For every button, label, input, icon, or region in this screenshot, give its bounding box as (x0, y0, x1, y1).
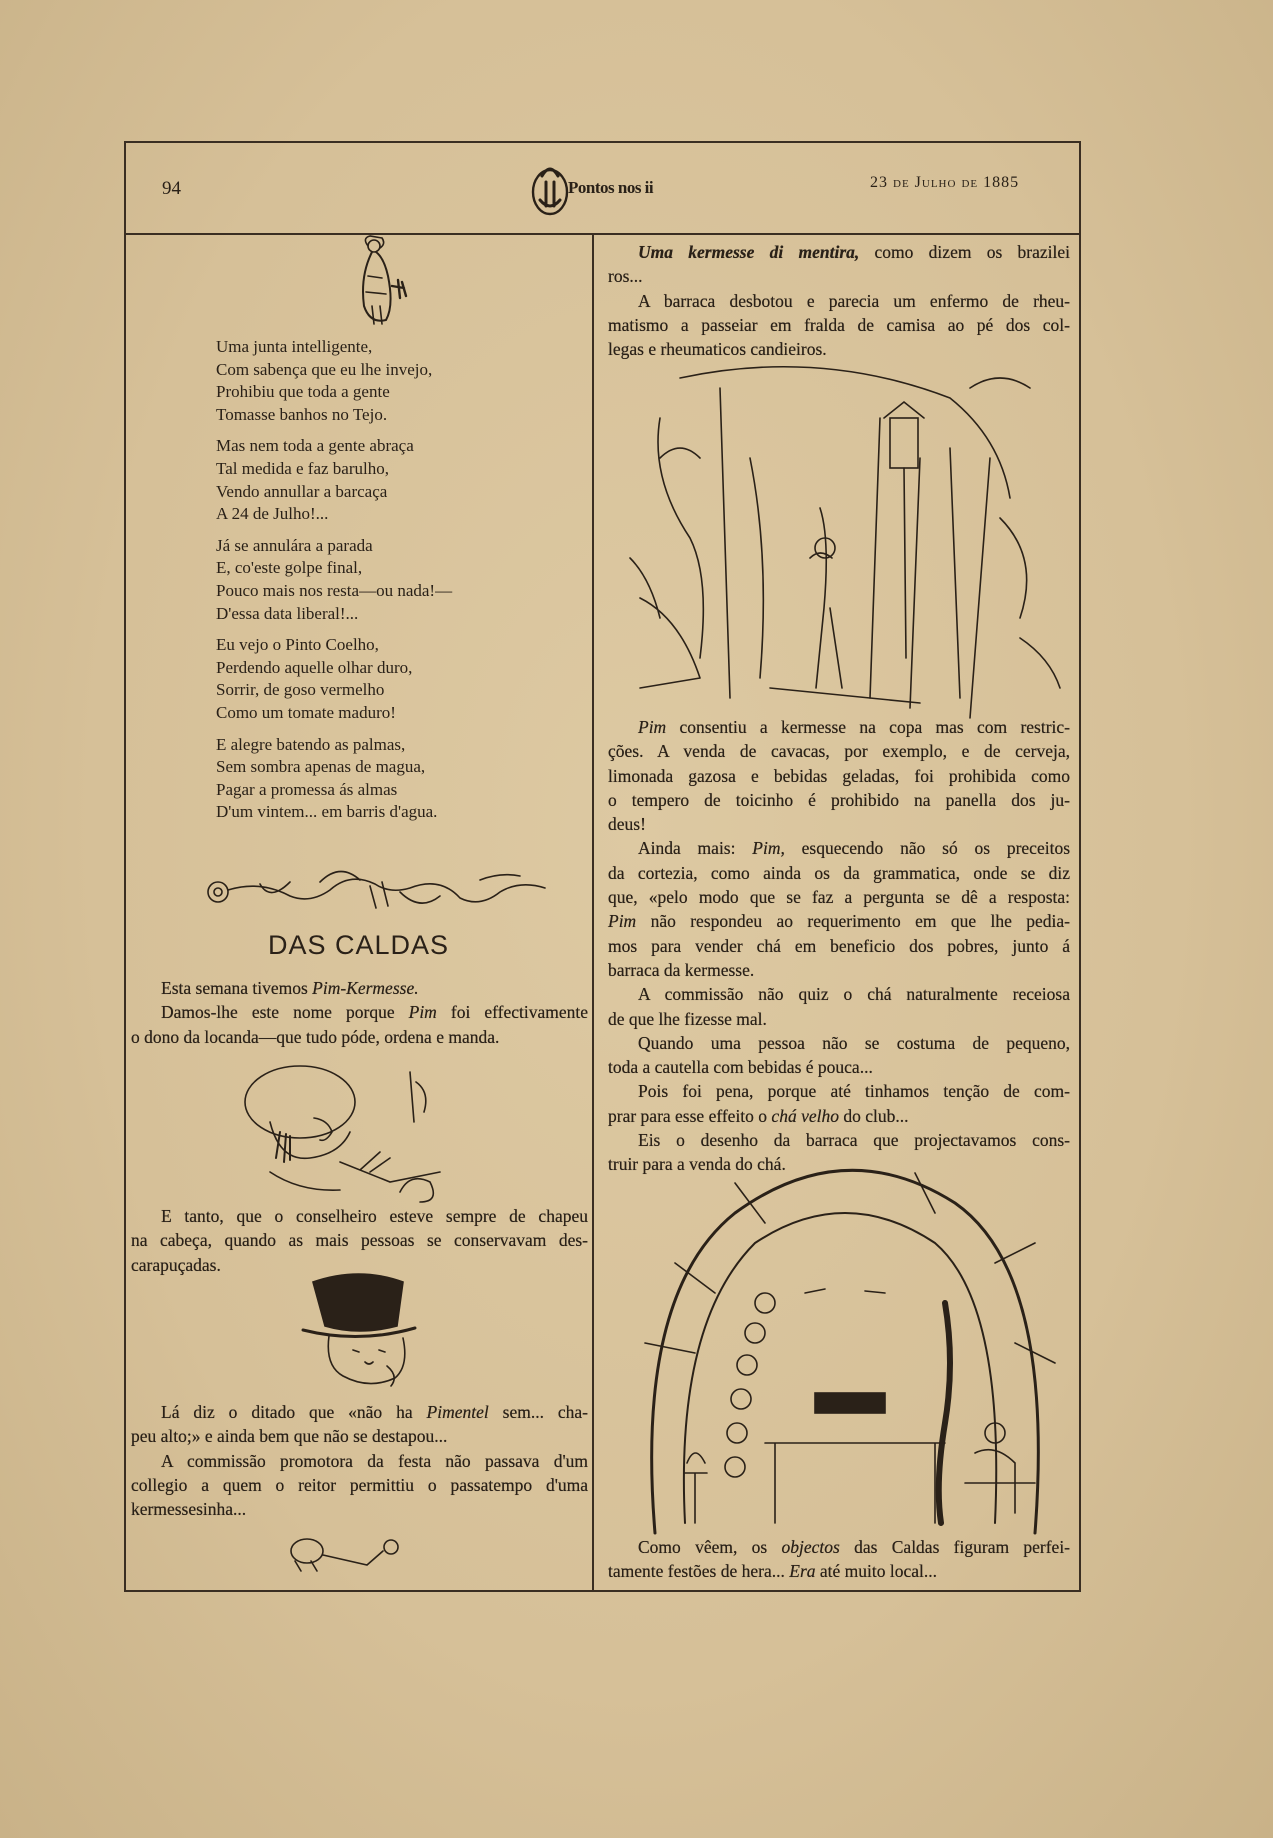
poem-line: E, co'este golpe final, (216, 558, 363, 578)
poem-line: Tomasse banhos no Tejo. (216, 404, 388, 424)
text-run: E tanto, que o conselheiro esteve sempre de chapeu (161, 1206, 588, 1226)
text-line (608, 836, 1070, 860)
right-prose-pim (608, 715, 1070, 1177)
emphasis-text: chá velho (771, 1105, 839, 1126)
text-run: matismo a passeiar em fralda de camisa ao pé dos col- (608, 314, 1070, 335)
text-line (608, 1007, 1070, 1031)
page-number: 94 (162, 178, 181, 199)
text-line (131, 1497, 588, 1521)
masthead-emblem-icon (528, 156, 568, 218)
text-line (608, 861, 1070, 885)
text-run: Lá diz o ditado que «não ha (161, 1402, 427, 1422)
text-line (608, 1055, 1070, 1079)
text-line (131, 1400, 588, 1424)
text-run: ções. A venda de cavacas, por exemplo, e de cerveja, (608, 741, 1070, 762)
text-run: esquecendo não só os preceitos (784, 838, 1071, 859)
text-run: o tempero de toicinho é prohibido na panella dos ju- (608, 789, 1070, 810)
text-run: de que lhe fizesse mal. (608, 1008, 767, 1029)
text-run: consentiu a kermesse na copa mas com restric- (666, 717, 1070, 737)
text-run: como dizem os brazilei (859, 242, 1070, 262)
column-divider (592, 233, 594, 1592)
poem-line: Uma junta intelligente, (216, 337, 373, 356)
lamp-post-tent-illustration (620, 358, 1070, 718)
right-prose-objectos (608, 1535, 1070, 1584)
text-line (131, 1473, 588, 1497)
poem-line: Perdendo aquelle olhar duro, (216, 657, 413, 677)
emphasis-text: Pim-Kermesse. (312, 978, 419, 998)
poem-line: Mas nem toda a gente abraça (216, 436, 414, 456)
text-line (608, 1031, 1070, 1055)
text-line (608, 264, 1070, 288)
text-line (608, 764, 1070, 788)
text-line (608, 982, 1070, 1006)
poem-line: Tal medida e faz barulho, (216, 458, 389, 478)
decorative-ornament (200, 862, 550, 914)
text-run: sem... cha- (488, 1402, 588, 1422)
text-run: das Caldas figuram perfei- (839, 1537, 1071, 1557)
poem-line: Já se annulára a parada (216, 535, 373, 555)
text-run: Como vêem, os (638, 1537, 782, 1557)
text-line (608, 788, 1070, 812)
text-run: truir para a venda do chá. (608, 1154, 786, 1175)
text-run: Damos-lhe este nome porque (161, 1002, 409, 1023)
text-run: Pois foi pena, porque até tinhamos tenção de com- (638, 1081, 1070, 1102)
emphasis-text: Pim (408, 1002, 437, 1023)
emphasis-text: Pim (638, 717, 667, 737)
poem-stanza (216, 336, 546, 426)
poem-line: Prohibiu que toda a gente (216, 382, 390, 402)
councillor-caricature-illustration (240, 1062, 470, 1202)
text-line (608, 1079, 1070, 1103)
ivy-arch-tea-stall-illustration (615, 1143, 1075, 1533)
text-line (131, 1025, 588, 1049)
text-run: barraca da kermesse. (608, 959, 755, 980)
text-run: peu alto;» e ainda bem que não se destapou... (131, 1426, 448, 1447)
text-run: prar para esse effeito o (608, 1105, 772, 1126)
poem-line: A 24 de Julho!... (216, 504, 329, 524)
left-prose-intro (131, 976, 588, 1049)
text-run: tamente festões de hera... (608, 1561, 790, 1582)
text-line (608, 1559, 1070, 1583)
text-line (608, 739, 1070, 763)
text-run: Ainda mais: (638, 838, 753, 859)
poem-line: D'essa data liberal!... (216, 603, 359, 623)
poem-line: Pouco mais nos resta—ou nada!— (216, 580, 453, 600)
frame-top-rule (124, 141, 1081, 143)
text-run: limonada gazosa e bebidas geladas, foi prohibida como (608, 765, 1070, 786)
end-vignette-illustration (287, 1535, 407, 1575)
poem-line: Sorrir, de goso vermelho (216, 680, 385, 700)
text-line (131, 1449, 588, 1473)
poem-line: Sem sombra apenas de magua, (216, 757, 426, 777)
poem-line: Eu vejo o Pinto Coelho, (216, 635, 379, 655)
poem-line: Pagar a promessa ás almas (216, 779, 398, 799)
text-run: A commissão não quiz o chá naturalmente receiosa (638, 984, 1070, 1005)
poem-stanza (216, 634, 546, 724)
poem-stanza (216, 734, 546, 824)
frame-left-rule (124, 141, 126, 1592)
poem-line: Como um tomate maduro! (216, 702, 396, 722)
text-run: do club... (838, 1105, 909, 1126)
text-line (608, 715, 1070, 739)
text-run: Esta semana tivemos (161, 978, 313, 998)
top-hat-caricature-illustration (299, 1266, 419, 1391)
text-run: deus! (608, 814, 646, 835)
masthead-title: Pontos nos ii (568, 178, 654, 197)
left-prose-ditado (131, 1400, 588, 1521)
text-run: não respondeu ao requerimento em que lhe pedia- (636, 911, 1070, 932)
text-run: carapuçadas. (131, 1254, 221, 1275)
header-bottom-rule (124, 233, 1081, 235)
poem-line: E alegre batendo as palmas, (216, 734, 406, 754)
text-run: legas e rheumaticos candieiros. (608, 339, 827, 360)
poem (216, 336, 546, 833)
text-line (131, 1424, 588, 1448)
issue-date: 23 de Julho de 1885 (870, 174, 1020, 191)
text-run: mos para vender chá em beneficio dos pobres, junto á (608, 935, 1070, 956)
text-run: Eis o desenho da barraca que projectavamos cons- (638, 1130, 1070, 1151)
text-line (131, 1228, 588, 1252)
text-line (131, 1000, 588, 1024)
poem-line: Com sabença que eu lhe invejo, (216, 359, 433, 379)
text-run: o dono da locanda—que tudo póde, ordena e manda. (131, 1026, 500, 1047)
text-line (608, 812, 1070, 836)
emphasis-text: Pim, (752, 838, 785, 859)
text-line (608, 1104, 1070, 1128)
frame-right-rule (1079, 141, 1081, 1592)
masthead-logo (528, 156, 678, 218)
emphasis-text: Uma kermesse di mentira, (638, 242, 860, 262)
text-line (608, 885, 1070, 909)
text-run: Quando uma pessoa não se costuma de pequeno, (638, 1032, 1070, 1053)
text-run: kermessesinha... (131, 1499, 247, 1520)
text-run: A commissão promotora da festa não passava d'um (161, 1450, 588, 1471)
emphasis-text: objectos (781, 1537, 840, 1557)
text-line (608, 1535, 1070, 1559)
text-line (608, 934, 1070, 958)
text-run: até muito local... (815, 1561, 937, 1582)
text-line (608, 289, 1070, 313)
text-line (131, 1204, 588, 1228)
poem-line: D'um vintem... em barris d'agua. (216, 802, 438, 822)
text-run: foi effectivamente (436, 1002, 588, 1023)
emphasis-text: Pimentel (426, 1402, 489, 1422)
text-run: A barraca desbotou e parecia um enfermo de rheu- (638, 290, 1070, 311)
emphasis-text: Era (789, 1561, 816, 1582)
emphasis-text: Pim (608, 911, 637, 932)
text-run: que, «pelo modo que se faz a pergunta se dê a resposta: (608, 887, 1070, 908)
text-line (608, 958, 1070, 982)
text-line (608, 909, 1070, 933)
monk-figure-illustration (352, 236, 412, 331)
text-run: collegio a quem o reitor permittiu o passatempo d'uma (131, 1474, 588, 1495)
text-line (608, 313, 1070, 337)
section-title: DAS CALDAS (267, 930, 450, 960)
poem-stanza (216, 435, 546, 525)
right-prose-kermesse (608, 240, 1070, 361)
text-run: da cortezia, como ainda os da grammatica, onde se diz (608, 862, 1070, 883)
text-line (608, 240, 1070, 264)
poem-stanza (216, 535, 546, 625)
text-run: ros... (608, 266, 643, 287)
text-line (131, 976, 588, 1000)
text-run: na cabeça, quando as mais pessoas se conservavam des- (131, 1230, 588, 1251)
frame-bottom-rule (124, 1590, 1081, 1592)
text-run: toda a cautella com bebidas é pouca... (608, 1057, 873, 1078)
poem-line: Vendo annullar a barcaça (216, 481, 388, 501)
